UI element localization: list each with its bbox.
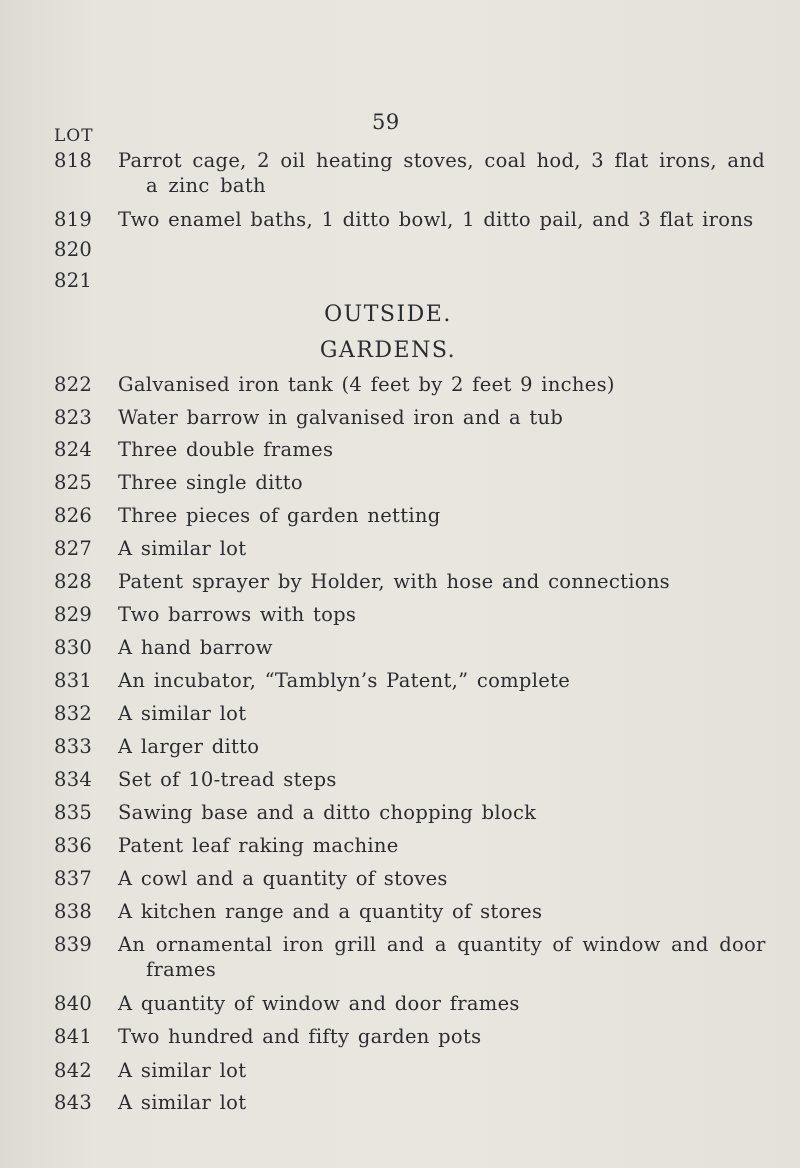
lot-description-line1: An ornamental iron grill and a quantity of window and door — [118, 933, 766, 956]
lot-number: 820 — [54, 238, 93, 261]
lot-number: 826 — [54, 504, 93, 527]
lot-description — [118, 148, 794, 198]
lot-description: A quantity of window and door frames — [118, 992, 520, 1015]
lot-number: 818 — [54, 149, 93, 172]
lot-description: A similar lot — [118, 1059, 247, 1082]
lot-description: Galvanised iron tank (4 feet by 2 feet 9 inches) — [118, 373, 615, 396]
lot-number: 833 — [54, 735, 93, 758]
lot-number: 829 — [54, 603, 93, 626]
lot-number: 831 — [54, 669, 93, 692]
lot-description: A hand barrow — [118, 636, 273, 659]
lot-number: 834 — [54, 768, 93, 791]
lot-description: Three pieces of garden netting — [118, 504, 441, 527]
lot-description: A similar lot — [118, 1091, 247, 1114]
lot-number: 837 — [54, 867, 93, 890]
lot-number: 836 — [54, 834, 93, 857]
lot-description: Two enamel baths, 1 ditto bowl, 1 ditto pail, and 3 flat irons — [118, 208, 754, 231]
lot-number: 823 — [54, 406, 93, 429]
lot-description: Two hundred and fifty garden pots — [118, 1025, 482, 1048]
lot-description: Patent sprayer by Holder, with hose and connections — [118, 570, 670, 593]
lot-number: 842 — [54, 1059, 93, 1082]
lot-number: 838 — [54, 900, 93, 923]
lot-number: 825 — [54, 471, 93, 494]
lot-description — [118, 932, 794, 982]
lot-number: 828 — [54, 570, 93, 593]
lot-number: 821 — [54, 269, 93, 292]
lot-number: 822 — [54, 373, 93, 396]
lot-number: 824 — [54, 438, 93, 461]
lot-description: Three double frames — [118, 438, 334, 461]
lot-description: A similar lot — [118, 702, 247, 725]
lot-description: An incubator, “Tamblyn’s Patent,” complete — [118, 669, 571, 692]
lot-description: Water barrow in galvanised iron and a tub — [118, 406, 564, 429]
lot-description: Set of 10-tread steps — [118, 768, 337, 791]
lot-description: Patent leaf raking machine — [118, 834, 399, 857]
lot-number: 835 — [54, 801, 93, 824]
lot-number: 832 — [54, 702, 93, 725]
lot-description-line1: Parrot cage, 2 oil heating stoves, coal hod, 3 flat irons, and — [118, 149, 765, 172]
lot-number: 819 — [54, 208, 93, 231]
lot-number: 843 — [54, 1091, 93, 1114]
lot-description: A similar lot — [118, 537, 247, 560]
lot-number: 840 — [54, 992, 93, 1015]
section-heading-outside: OUTSIDE. — [324, 302, 452, 327]
lot-column-header: LOT — [54, 126, 94, 146]
lot-description: A larger ditto — [118, 735, 260, 758]
lot-number: 827 — [54, 537, 93, 560]
lot-description: Three single ditto — [118, 471, 303, 494]
lot-description-line2: a zinc bath — [146, 174, 266, 197]
lot-number: 841 — [54, 1025, 93, 1048]
lot-description-line2: frames — [146, 958, 217, 981]
lot-description: A cowl and a quantity of stoves — [118, 867, 448, 890]
lot-number: 839 — [54, 933, 93, 956]
lot-description: A kitchen range and a quantity of stores — [118, 900, 543, 923]
lot-description: Two barrows with tops — [118, 603, 357, 626]
section-heading-gardens: GARDENS. — [319, 338, 457, 363]
lot-description: Sawing base and a ditto chopping block — [118, 801, 537, 824]
page-number: 59 — [372, 110, 400, 134]
lot-number: 830 — [54, 636, 93, 659]
